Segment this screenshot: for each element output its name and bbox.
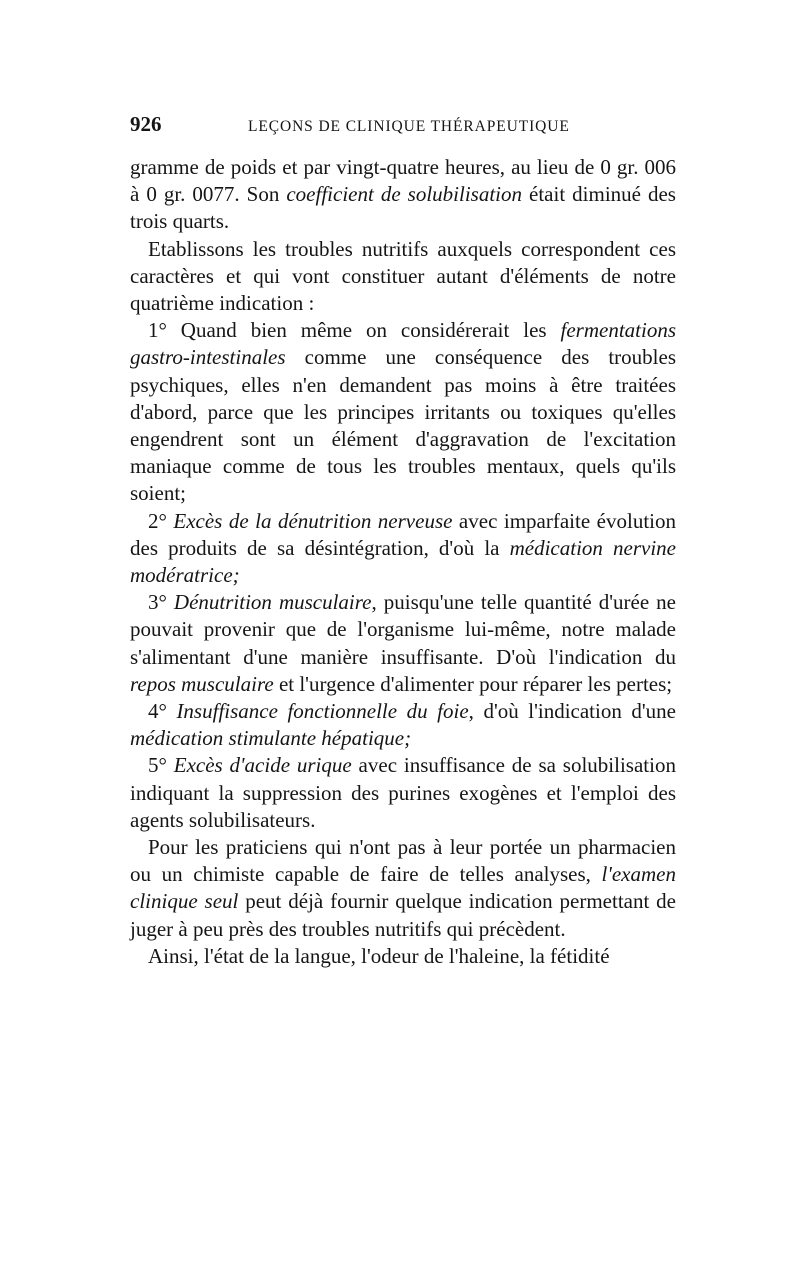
paragraph-3: Pour les praticiens qui n'ont pas à leur portée un pharmacien ou un chimiste capable de faire de telles analyses, l'examen clinique seul peut déjà fournir quelque indication permettant de juger à peu près des troubles nutritifs qui précèdent. — [130, 835, 676, 941]
list-item-5: 5° Excès d'acide urique avec insuffisance de sa solubilisation indiquant la suppression des purines exogènes et l'emploi des agents solubilisateurs. — [130, 753, 676, 832]
paragraph-2: Etablissons les troubles nutritifs auxquels correspondent ces caractères et qui vont constituer autant d'éléments de notre quatrième indication : — [130, 236, 676, 316]
paragraph-1: gramme de poids et par vingt-quatre heures, au lieu de 0 gr. 006 à 0 gr. 0077. Son coefficient de solubilisation était diminué des trois quarts. — [130, 155, 676, 234]
list-item-2: 2° Excès de la dénutrition nerveuse avec imparfaite évolution des produits de sa désintégration, d'où la médication nervine modératrice; — [130, 508, 677, 588]
running-title: LEÇONS DE CLINIQUE THÉRAPEUTIQUE — [248, 118, 570, 135]
list-item-4: 4° Insuffisance fonctionnelle du foie, d'où l'indication d'une médication stimulante hépatique; — [130, 699, 676, 751]
book-page — [130, 112, 676, 970]
paragraph-4: Ainsi, l'état de la langue, l'odeur de l'haleine, la fétidité — [148, 943, 610, 968]
page-header — [130, 112, 676, 142]
page-number: 926 — [130, 112, 162, 136]
list-item-1: 1° Quand bien même on considérerait les fermentations gastro-intestinales comme une conséquence des troubles psychiques, elles n'en demandent pas moins à être traitées d'abord, parce que les principes irritants ou toxiques qu'elles engendrent sont un élément d'aggravation de l'excitation maniaque comme de tous les troubles mentaux, quels qu'ils soient; — [130, 318, 676, 506]
list-item-3: 3° Dénutrition musculaire, puisqu'une telle quantité d'urée ne pouvait provenir que de l'organisme lui-même, notre malade s'alimentant d'une manière insuffisante. D'où l'indication du repos musculaire et l'urgence d'alimenter pour réparer les pertes; — [130, 590, 676, 696]
body-text — [130, 154, 676, 970]
